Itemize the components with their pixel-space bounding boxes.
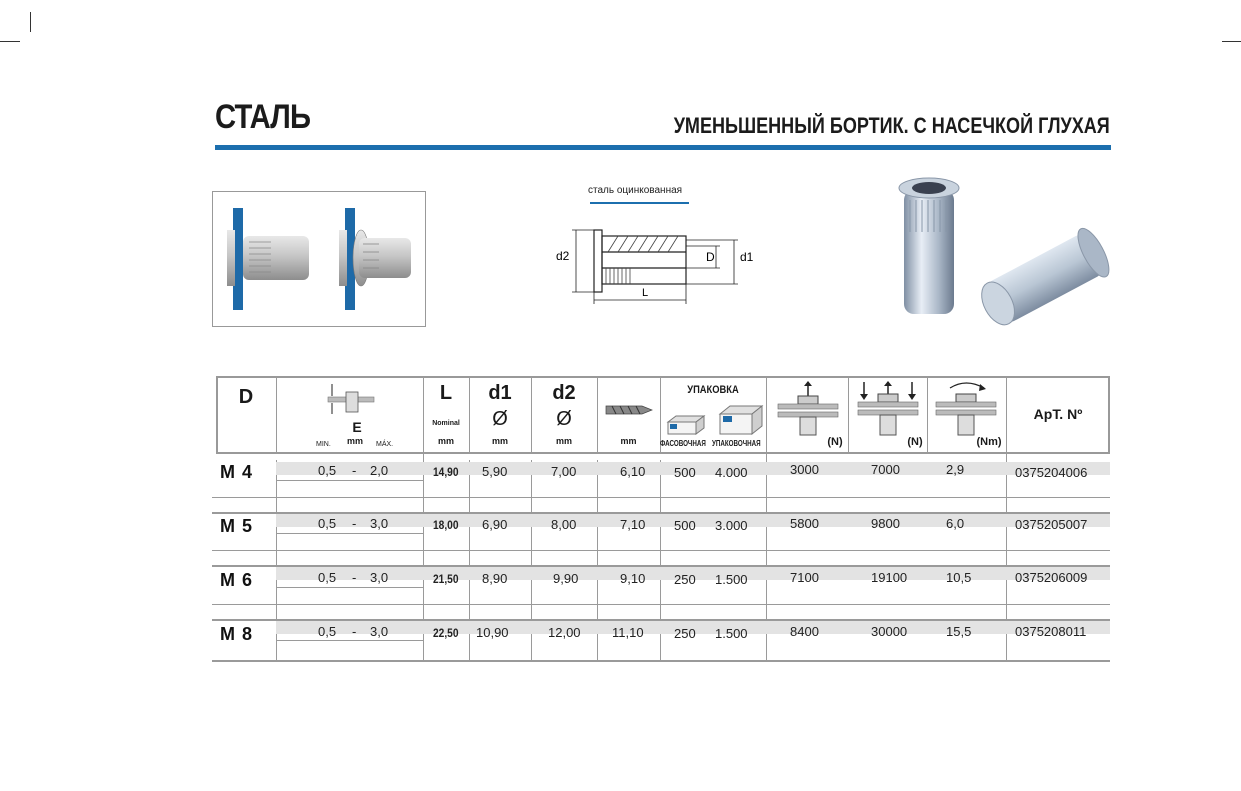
tension-cell: 8400 [790,624,819,639]
header-L-unit: mm [437,436,454,446]
pack-small-cell: 500 [674,518,696,533]
shear-cell: 9800 [871,516,900,531]
shear-cell: 19100 [871,570,908,585]
grip-range-icon [326,382,376,416]
grip-dash: - [352,624,357,639]
header-d2: d2 [552,382,576,404]
shear-cell: 7000 [871,462,900,477]
grip-min-cell: 0,5 [318,463,337,478]
dim-D-label: D [706,250,715,264]
dim-d1-label: d1 [740,250,754,264]
grip-dash: - [352,516,357,531]
material-label: сталь оцинкованная [588,185,683,196]
tension-cell: 5800 [790,516,819,531]
torque-cell: 15,5 [946,624,972,639]
length-cell: 22,50 [433,626,459,640]
header-drill-unit: mm [620,436,637,446]
header-d2-symbol: Ø [556,408,572,430]
pack-small-cell: 250 [674,572,696,587]
d2-cell: 8,00 [551,517,577,532]
d2-cell: 12,00 [548,625,581,640]
pack-big-cell: 1.500 [715,626,748,641]
size-cell: M 4 [220,462,254,482]
header-pack: УПАКОВКА [687,384,739,396]
crop-mark [30,12,31,32]
pack-big-cell: 3.000 [715,518,748,533]
header-d1-unit: mm [491,436,508,446]
header-pack-small: ФАСОВОЧНАЯ [660,439,706,448]
drill-cell: 9,10 [620,571,646,586]
crop-mark [0,41,20,42]
article-cell: 0375205007 [1015,517,1088,532]
torque-cell: 2,9 [946,462,965,477]
shear-test-icon [854,380,922,440]
grip-max-cell: 3,0 [370,624,389,639]
shear-cell: 30000 [871,624,908,639]
grip-min-cell: 0,5 [318,624,337,639]
d2-cell: 7,00 [551,464,577,479]
page-title: СТАЛЬ [215,98,311,136]
pack-small-cell: 250 [674,626,696,641]
article-cell: 0375204006 [1015,465,1088,480]
torque-cell: 6,0 [946,516,965,531]
d1-cell: 8,90 [482,571,508,586]
drill-cell: 11,10 [612,625,644,640]
torque-test-icon [932,380,1002,440]
size-cell: M 5 [220,516,254,536]
article-cell: 0375206009 [1015,570,1088,585]
size-cell: M 6 [220,570,254,590]
rivet-nut-install-image [213,192,425,326]
header-D: D [238,386,254,408]
grip-dash: - [352,463,357,478]
length-cell: 18,00 [433,518,459,532]
size-cell: M 8 [220,624,254,644]
tension-cell: 3000 [790,462,819,477]
header-d2-unit: mm [555,436,572,446]
d1-cell: 10,90 [476,625,509,640]
header-E-unit: mm [346,436,363,446]
header-E-min: MIN. [316,441,331,448]
length-cell: 14,90 [433,465,459,479]
technical-drawing [548,216,768,306]
d2-cell: 9,90 [553,571,579,586]
header-shear-unit: (N) [907,436,923,448]
big-box-icon [718,404,764,436]
header-E: E [352,419,362,435]
header-tension-unit: (N) [827,436,843,448]
product-photo [860,170,1150,340]
dim-L-label: L [642,287,649,299]
length-cell: 21,50 [433,572,459,586]
grip-max-cell: 3,0 [370,570,389,585]
page-subtitle: УМЕНЬШЕННЫЙ БОРТИК. С НАСЕЧКОЙ ГЛУХАЯ [673,113,1110,138]
drill-cell: 6,10 [620,464,646,479]
material-underline [590,202,689,204]
article-cell: 0375208011 [1015,624,1087,639]
tension-test-icon [774,380,842,440]
torque-cell: 10,5 [946,570,972,585]
drill-cell: 7,10 [620,517,646,532]
grip-max-cell: 2,0 [370,463,389,478]
header-d1-symbol: Ø [492,408,508,430]
installation-illustration [212,191,426,327]
drill-bit-icon [604,402,654,418]
spec-table [212,376,1110,662]
title-rule [215,145,1111,150]
grip-min-cell: 0,5 [318,516,337,531]
header-L-nominal: Nominal [432,420,460,427]
d1-cell: 5,90 [482,464,508,479]
header-L: L [439,382,453,404]
pack-big-cell: 4.000 [715,465,748,480]
grip-max-cell: 3,0 [370,516,389,531]
pack-small-cell: 500 [674,465,696,480]
crop-mark [1222,41,1241,42]
header-E-max: MÁX. [376,441,394,448]
d1-cell: 6,90 [482,517,508,532]
grip-dash: - [352,570,357,585]
header-pack-big: УПАКОВОЧНАЯ [712,439,761,448]
pack-big-cell: 1.500 [715,572,748,587]
header-article: АрТ. Nº [1033,406,1083,422]
grip-min-cell: 0,5 [318,570,337,585]
tension-cell: 7100 [790,570,819,585]
header-d1: d1 [488,382,512,404]
header-torque-unit: (Nm) [976,436,1002,448]
small-box-icon [666,414,708,436]
dim-d2-label: d2 [556,249,570,263]
